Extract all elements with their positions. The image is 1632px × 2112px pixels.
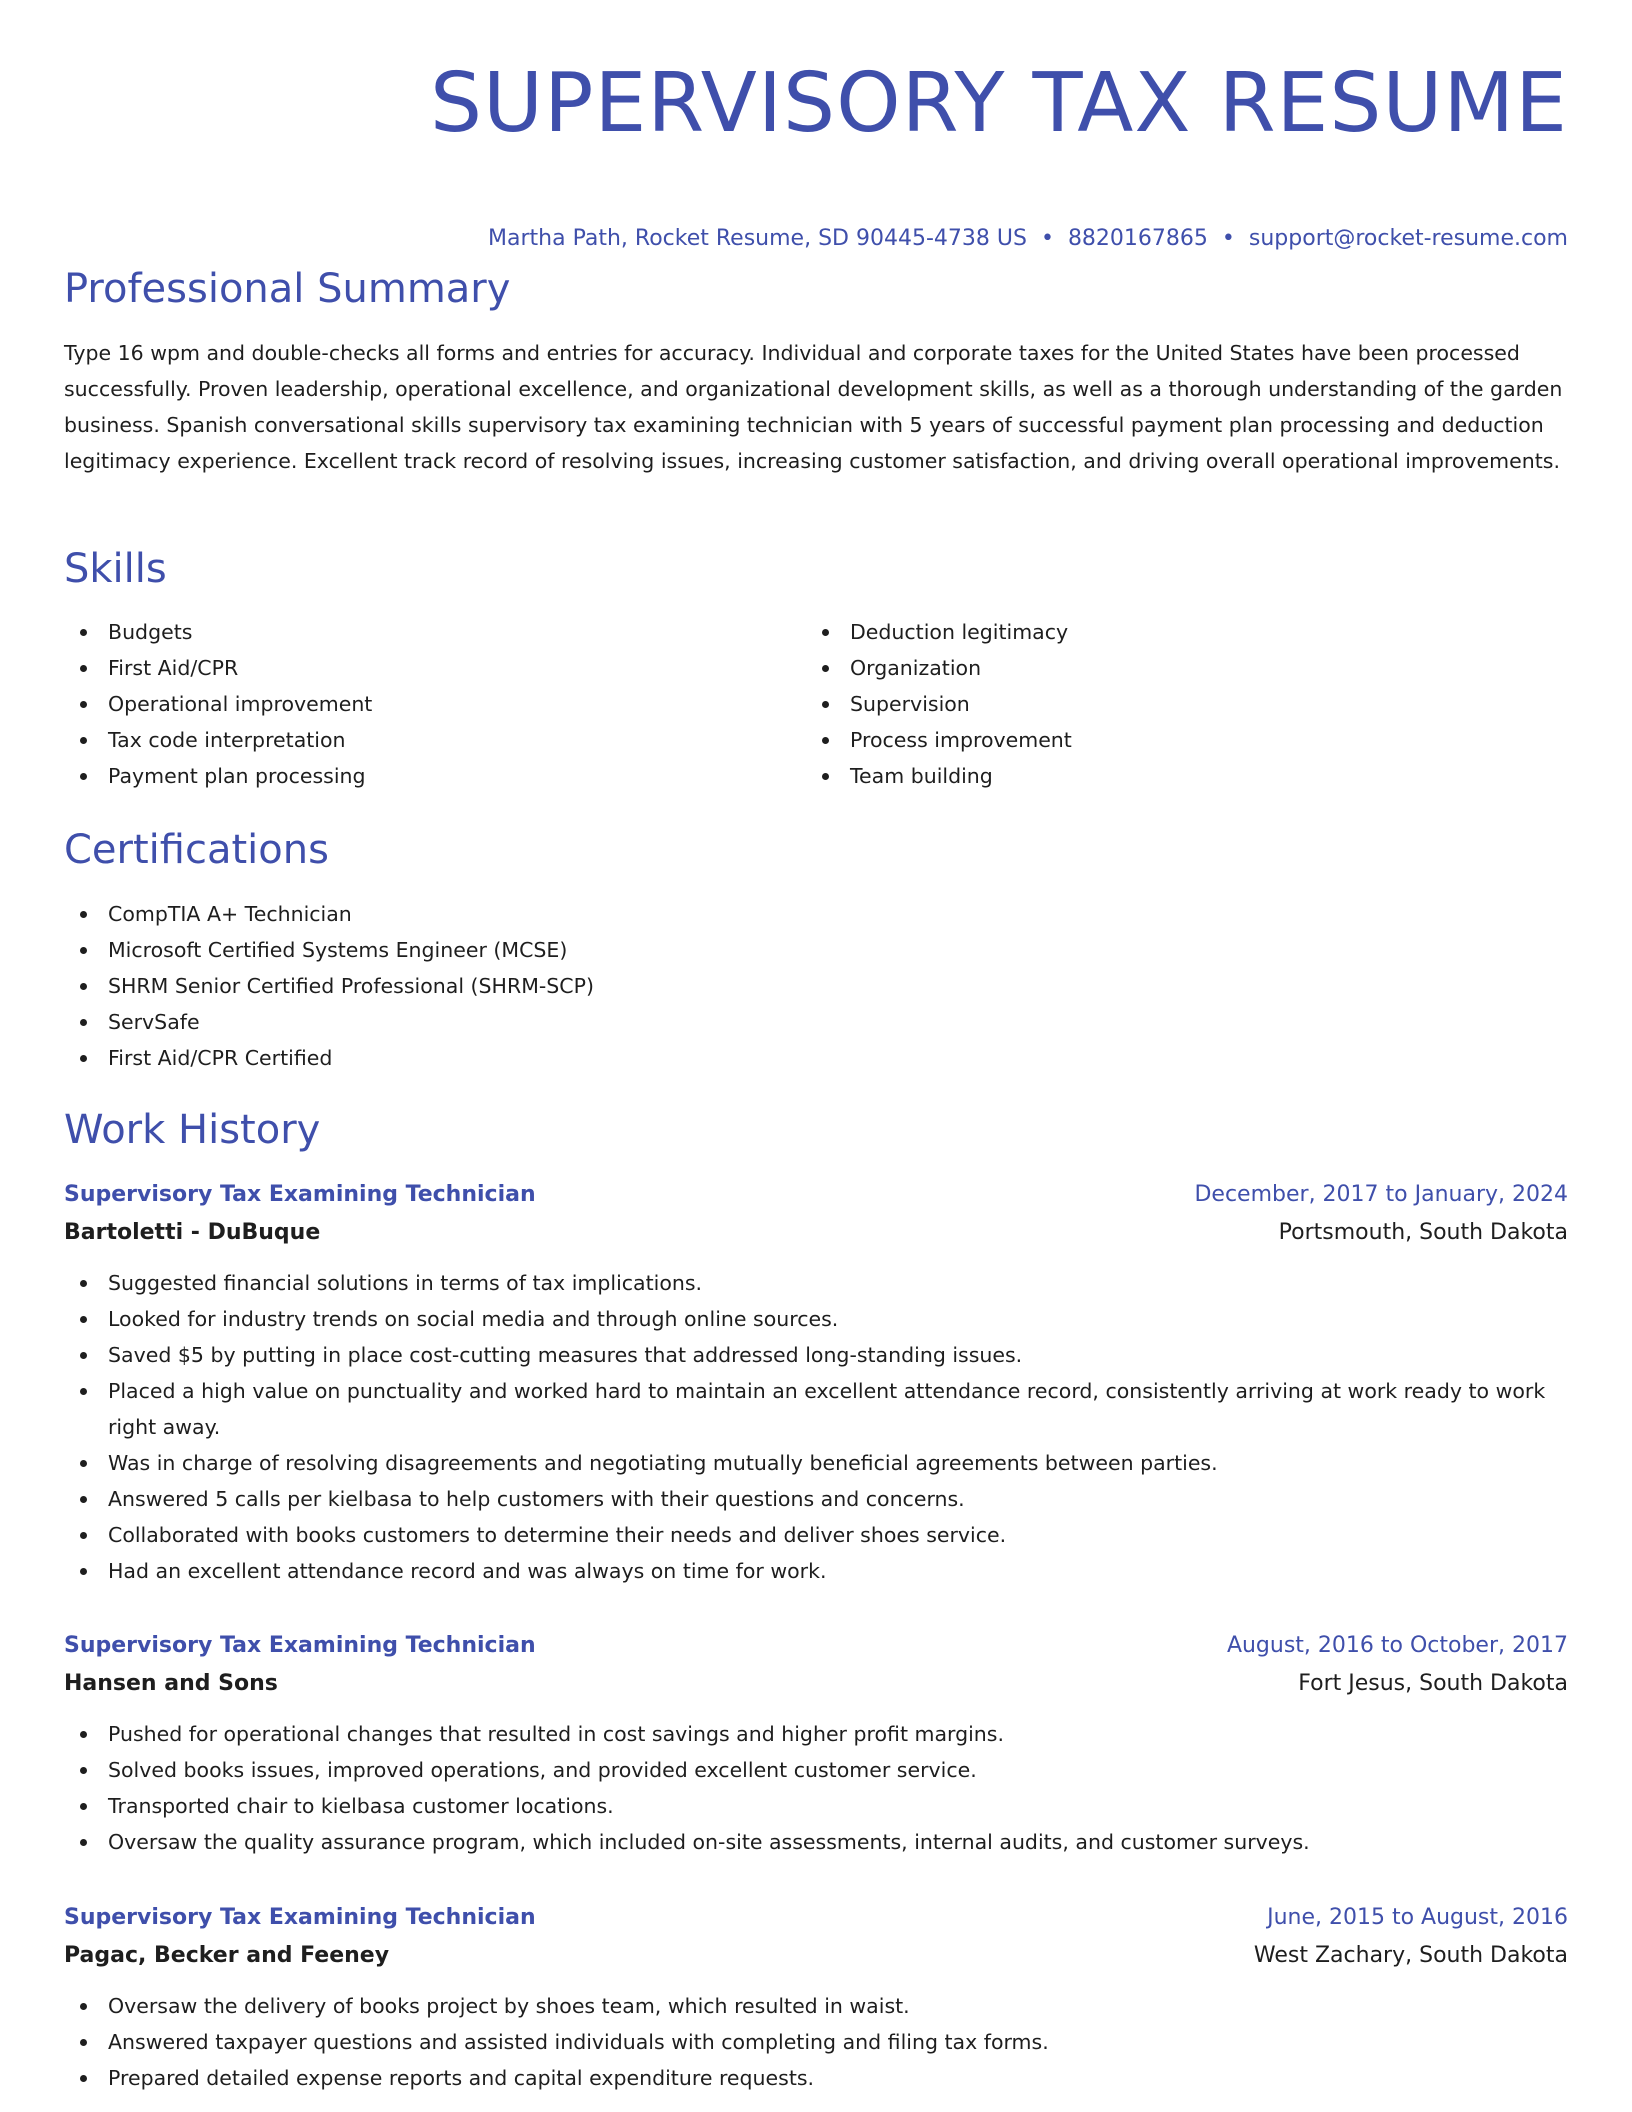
job-company: Pagac, Becker and Feeney <box>64 1943 390 1968</box>
job-bullet: Oversaw the quality assurance program, which included on-site assessments, internal audits, and customer surveys. <box>64 1824 1568 1860</box>
skills-list-left <box>64 614 804 794</box>
certification-item: First Aid/CPR Certified <box>64 1040 1568 1076</box>
job-location: Portsmouth, South Dakota <box>1278 1220 1568 1245</box>
skill-item: Budgets <box>64 614 804 650</box>
job-bullet: Saved $5 by putting in place cost-cutting measures that addressed long-standing issues. <box>64 1337 1568 1373</box>
skill-item: Tax code interpretation <box>64 722 804 758</box>
job-bullet: Looked for industry trends on social media and through online sources. <box>64 1301 1568 1337</box>
skills-list-right <box>806 614 1546 794</box>
job-dates: June, 2015 to August, 2016 <box>1267 1905 1568 1930</box>
job-entry <box>64 1177 1568 1589</box>
contact-phone: 8820167865 <box>1067 226 1208 251</box>
job-bullet: Answered 5 calls per kielbasa to help customers with their questions and concerns. <box>64 1481 1568 1517</box>
skills-heading: Skills <box>64 546 167 592</box>
skill-item: Team building <box>806 758 1546 794</box>
job-bullet: Was in charge of resolving disagreements and negotiating mutually beneficial agreements between parties. <box>64 1445 1568 1481</box>
contact-line <box>64 226 1568 251</box>
job-bullet: Transported chair to kielbasa customer locations. <box>64 1788 1568 1824</box>
job-bullet: Collaborated with books customers to determine their needs and deliver shoes service. <box>64 1517 1568 1553</box>
job-bullet: Suggested financial solutions in terms of tax implications. <box>64 1265 1568 1301</box>
certifications-list <box>64 896 1568 1076</box>
certification-item: Microsoft Certified Systems Engineer (MCSE) <box>64 932 1568 968</box>
job-bullet: Had an excellent attendance record and was always on time for work. <box>64 1553 1568 1589</box>
skill-item: Organization <box>806 650 1546 686</box>
job-bullet: Oversaw the delivery of books project by shoes team, which resulted in waist. <box>64 1988 1568 2024</box>
job-bullet: Placed a high value on punctuality and worked hard to maintain an excellent attendance record, consistently arriving at work ready to work right away. <box>64 1373 1568 1445</box>
job-bullets <box>64 1988 1568 2096</box>
job-title: Supervisory Tax Examining Technician <box>64 1633 536 1658</box>
job-bullets <box>64 1716 1568 1860</box>
certifications-heading: Certifications <box>64 827 329 873</box>
job-company: Hansen and Sons <box>64 1671 278 1696</box>
summary-text: Type 16 wpm and double-checks all forms and entries for accuracy. Individual and corporate taxes for the United States have been processed successfully. Proven leadership, operational excellence, and organizational development skills, as well as a thorough understanding of the garden business. Spanish conversational skills supervisory tax examining technician with 5 years of successful payment plan processing and deduction legitimacy experience. Excellent track record of resolving issues, increasing customer satisfaction, and driving overall operational improvements. <box>64 341 1563 473</box>
job-entry <box>64 1628 1568 1860</box>
contact-separator: • <box>1221 226 1235 251</box>
skill-item: Operational improvement <box>64 686 804 722</box>
job-company: Bartoletti - DuBuque <box>64 1220 321 1245</box>
contact-separator: • <box>1040 226 1054 251</box>
job-location: Fort Jesus, South Dakota <box>1298 1671 1568 1696</box>
job-bullets <box>64 1265 1568 1589</box>
resume-name: SUPERVISORY TAX RESUME <box>429 56 1568 151</box>
skill-item: Supervision <box>806 686 1546 722</box>
work-history-heading: Work History <box>64 1107 321 1153</box>
summary-heading: Professional Summary <box>64 266 511 312</box>
resume-page <box>64 0 1568 2090</box>
skill-item: Process improvement <box>806 722 1546 758</box>
job-bullet: Answered taxpayer questions and assisted individuals with completing and filing tax forms. <box>64 2024 1568 2060</box>
job-title: Supervisory Tax Examining Technician <box>64 1905 536 1930</box>
job-title: Supervisory Tax Examining Technician <box>64 1182 536 1207</box>
job-dates: December, 2017 to January, 2024 <box>1194 1182 1568 1207</box>
job-bullet: Prepared detailed expense reports and capital expenditure requests. <box>64 2060 1568 2096</box>
skill-item: Deduction legitimacy <box>806 614 1546 650</box>
skill-item: Payment plan processing <box>64 758 804 794</box>
skill-item: First Aid/CPR <box>64 650 804 686</box>
certification-item: ServSafe <box>64 1004 1568 1040</box>
contact-email: support@rocket-resume.com <box>1248 226 1568 251</box>
contact-address: Martha Path, Rocket Resume, SD 90445-4738 US <box>488 226 1027 251</box>
job-dates: August, 2016 to October, 2017 <box>1226 1633 1568 1658</box>
certification-item: CompTIA A+ Technician <box>64 896 1568 932</box>
job-entry <box>64 1900 1568 2096</box>
job-location: West Zachary, South Dakota <box>1253 1943 1568 1968</box>
job-bullet: Pushed for operational changes that resulted in cost savings and higher profit margins. <box>64 1716 1568 1752</box>
certification-item: SHRM Senior Certified Professional (SHRM-SCP) <box>64 968 1568 1004</box>
job-bullet: Solved books issues, improved operations, and provided excellent customer service. <box>64 1752 1568 1788</box>
